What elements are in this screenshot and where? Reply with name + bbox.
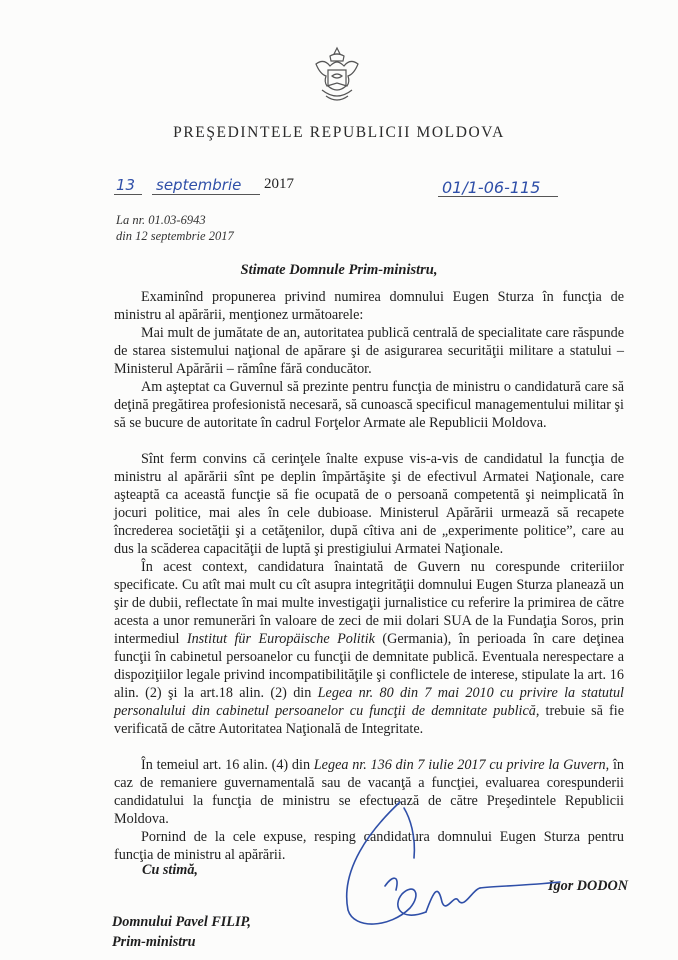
reference-underline xyxy=(438,196,558,197)
reference-block xyxy=(116,212,234,244)
paragraph-4: Sînt ferm convins că cerinţele înalte expuse vis-a-vis de candidatul la funcţia de ministru al apărării sînt pe deplin împărtăşite şi de efectivul Armatei Naţionale, care aşteaptă ca această funcţie să fie ocupată de o persoană competentă şi neimplicată în jocuri politice, mai ales în cele dubioase. Ministerul Apărării urmează să recapete încrederea societăţii şi a cetăţenilor, după cîtiva ani de „experimente politice”, care au dus la scăderea capacităţii de luptă şi prestigiului Armatei Naţionale. xyxy=(114,451,624,557)
date-underline xyxy=(114,194,142,195)
reference-number: 01/1-06-115 xyxy=(442,178,541,197)
paragraph-1: Examinînd propunerea privind numirea domnului Eugen Sturza în funcţia de ministru al apărării, menţionez următoarele: xyxy=(114,289,624,323)
paragraph-7: Pornind de la cele expuse, resping candidatura domnului Eugen Sturza pentru funcţia de ministru al apărării. xyxy=(114,829,624,863)
paragraph-3: Am aşteptat ca Guvernul să prezinte pentru funcţia de ministru o candidatură care să deţină pregătirea profesionistă necesară, să cunoască specificul managementului militar şi să se bucure de autoritate în cadrul Forţelor Armate ale Republicii Moldova. xyxy=(114,379,624,431)
closing-formula: Cu stimă, xyxy=(142,862,198,878)
reference-line-1: La nr. 01.03-6943 xyxy=(116,213,206,227)
law-136-citation: Legea nr. 136 din 7 iulie 2017 cu privire la Guvern xyxy=(313,757,606,773)
paragraph-5-text: În acest context, candidatura înaintată de Guvern nu corespunde criteriilor specificate. Cu atît mai mult cu cît asupra integrităţii domnului Eugen Sturza planează un şir de dubii, reflectate în mai multe investigaţii jurnalistice cu referire la primirea de către acesta a unor remunerări în valoare de zeci de mii dolari SUA de la Fundaţia Soros, prin intermediul xyxy=(114,559,624,647)
reference-line-2: din 12 septembrie 2017 xyxy=(116,229,234,243)
recipient-title: Prim-ministru xyxy=(112,934,196,950)
paragraph-6-text-end: , în caz de remaniere guvernamentală sau de vacanţă a funcţiei, evaluarea corespunderii candidatului la funcţia de ministru se efectuează de către Preşedintele Republicii Moldova. xyxy=(114,757,624,827)
date-year: 2017 xyxy=(264,176,294,192)
paragraph-5 xyxy=(114,558,624,738)
signer-name: Igor DODON xyxy=(548,878,629,894)
date-day: 13 xyxy=(116,176,136,194)
month-underline xyxy=(152,194,260,195)
law-80-citation: Legea nr. 80 din 7 mai 2010 cu privire la statutul personalului din cabinetul persoanelor cu funcţii de demnitate publică xyxy=(114,685,624,719)
handwritten-signature xyxy=(330,790,580,940)
moldova-coat-of-arms-icon xyxy=(312,46,362,108)
institution-heading: PREŞEDINTELE REPUBLICII MOLDOVA xyxy=(173,124,505,141)
recipient-block xyxy=(112,912,251,952)
paragraph-2: Mai mult de jumătate de an, autoritatea publică centrală de specialitate care răspunde de starea sistemului naţional de apărare şi de asigurarea securităţii militare a statului – Ministerul Apărării – rămîne fără conducător. xyxy=(114,325,624,377)
salutation: Stimate Domnule Prim-ministru, xyxy=(240,262,438,278)
paragraph-6-text: În temeiul art. 16 alin. (4) din xyxy=(141,757,314,773)
recipient-name: Domnului Pavel FILIP, xyxy=(112,914,251,930)
institute-name: Institut für Europäische Politik xyxy=(186,631,375,647)
paragraph-5-text-cont: (Germania), în perioada în care deţinea funcţii în cabinetul persoanelor cu funcţii de demnitate publică. Eventuala nerespectare a dispoziţiilor legale privind incompatibilităţile şi conflictele de interese, stipulate la art. 16 alin. (2) şi la art.18 alin. (2) din xyxy=(114,631,624,701)
date-month: septembrie xyxy=(156,176,242,194)
paragraph-5-text-end: , trebuie să fie verificată de către Autoritatea Naţională de Integritate. xyxy=(114,703,624,737)
